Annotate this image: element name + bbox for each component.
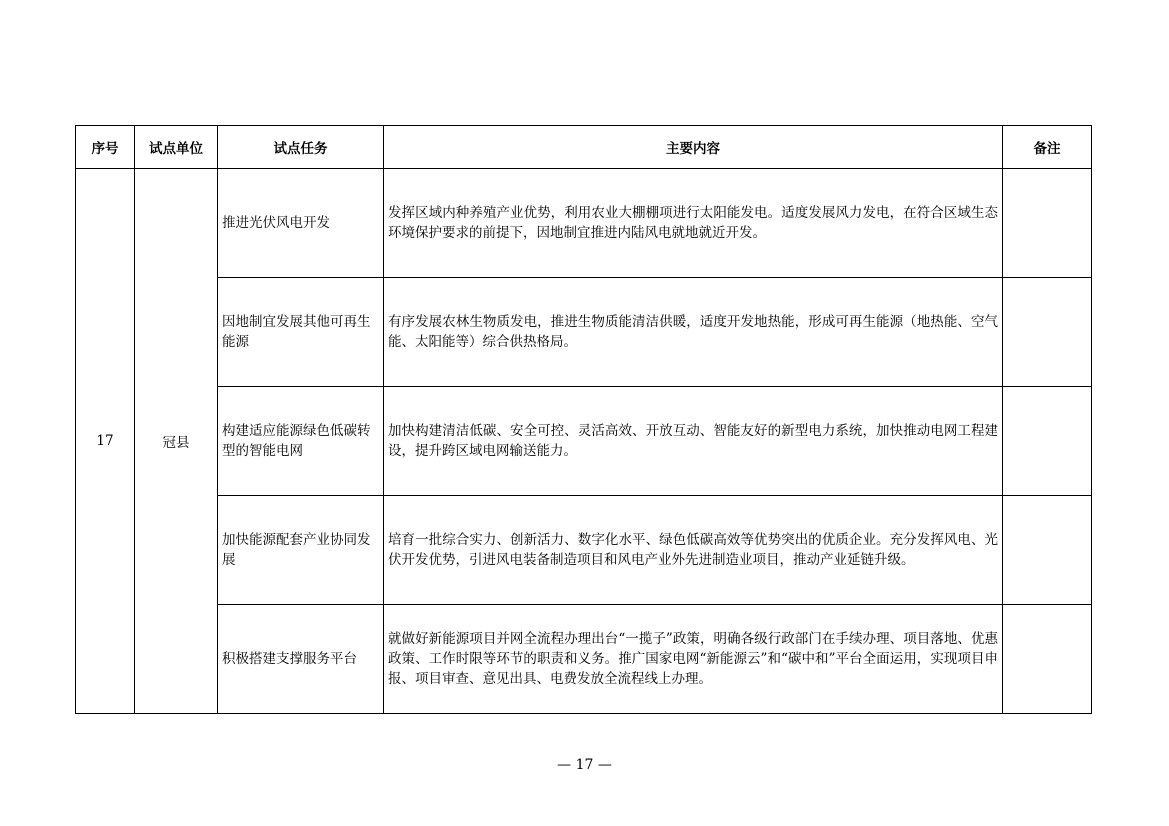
task-cell: 因地制宜发展其他可再生能源 [218,278,384,387]
task-cell: 加快能源配套产业协同发展 [218,496,384,605]
remark-cell [1003,605,1092,714]
task-cell: 积极搭建支撑服务平台 [218,605,384,714]
pilot-task-table [75,125,1092,714]
remark-cell [1003,387,1092,496]
table-row [76,387,1092,496]
page-number: — 17 — [557,757,612,773]
content-cell: 有序发展农林生物质发电，推进生物质能清洁供暖，适度开发地热能，形成可再生能源（地热能、空气能、太阳能等）综合供热格局。 [384,278,1003,387]
content-cell: 发挥区域内种养殖产业优势，利用农业大棚棚项进行太阳能发电。适度发展风力发电，在符合区域生态环境保护要求的前提下，因地制宜推进内陆风电就地就近开发。 [384,169,1003,278]
remark-cell [1003,496,1092,605]
remark-cell [1003,278,1092,387]
header-remark: 备注 [1003,126,1092,169]
table-row [76,496,1092,605]
unit-cell: 冠县 [135,169,218,714]
table-row [76,605,1092,714]
content-cell: 培育一批综合实力、创新活力、数字化水平、绿色低碳高效等优势突出的优质企业。充分发挥风电、光伏开发优势，引进风电装备制造项目和风电产业外先进制造业项目，推动产业延链升级。 [384,496,1003,605]
table-header-row [76,126,1092,169]
content-cell: 就做好新能源项目并网全流程办理出台“一揽子”政策，明确各级行政部门在手续办理、项目落地、优惠政策、工作时限等环节的职责和义务。推广国家电网“新能源云”和“碳中和”平台全面运用，实现项目申报、项目审查、意见出具、电费发放全流程线上办理。 [384,605,1003,714]
seq-cell: 17 [76,169,135,714]
header-task: 试点任务 [218,126,384,169]
header-seq: 序号 [76,126,135,169]
task-cell: 构建适应能源绿色低碳转型的智能电网 [218,387,384,496]
table-row [76,278,1092,387]
table-row [76,169,1092,278]
header-content: 主要内容 [384,126,1003,169]
content-cell: 加快构建清洁低碳、安全可控、灵活高效、开放互动、智能友好的新型电力系统，加快推动电网工程建设，提升跨区域电网输送能力。 [384,387,1003,496]
header-unit: 试点单位 [135,126,218,169]
task-cell: 推进光伏风电开发 [218,169,384,278]
remark-cell [1003,169,1092,278]
